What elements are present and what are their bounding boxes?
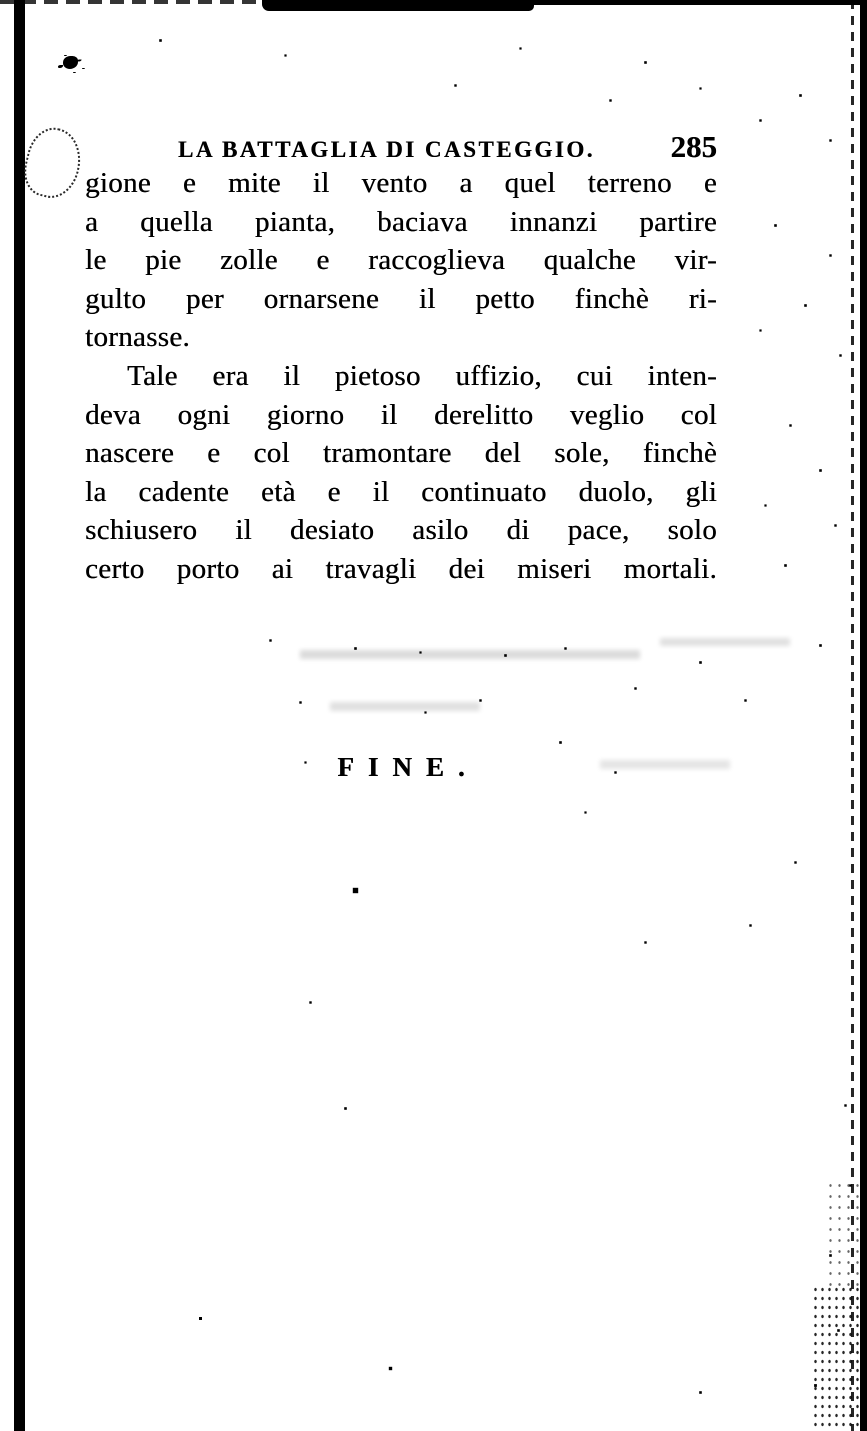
bottom-right-noise	[812, 1285, 860, 1431]
text-line: Tale era il pietoso uffizio, cui inten-	[127, 359, 717, 392]
text-line: a quella pianta, baciava innanzi partire	[85, 205, 717, 238]
showthrough-smudge	[300, 650, 640, 659]
text-line: le pie zolle e raccoglieva qualche vir-	[85, 244, 717, 277]
page-number: 285	[670, 129, 717, 164]
showthrough-smudge	[660, 638, 790, 646]
scan-top-edge-line	[520, 0, 867, 5]
text-line: gione e mite il vento a quel terreno e	[85, 167, 717, 199]
text-line: tornasse.	[85, 321, 190, 354]
ink-blob	[63, 56, 78, 69]
running-header-title: LA BATTAGLIA DI CASTEGGIO.	[178, 137, 595, 162]
text-line: deva ogni giorno il derelitto veglio col	[85, 398, 717, 431]
scan-top-edge-dark-band	[262, 0, 534, 11]
running-header	[85, 129, 717, 165]
oval-stain-mark	[18, 123, 87, 204]
noise-speckles	[0, 0, 1, 1]
text-line: gulto per ornarsene il petto finchè ri-	[85, 282, 717, 315]
scan-left-edge-bar	[14, 0, 25, 1431]
text-line: nascere e col tramontare del sole, finchè	[85, 437, 717, 470]
body-text	[85, 164, 717, 589]
text-line: la cadente età e il continuato duolo, gli	[85, 475, 717, 508]
end-marker-fine: FINE.	[337, 752, 479, 782]
showthrough-smudge	[330, 702, 480, 711]
bottom-right-noise	[826, 1180, 860, 1290]
text-line: schiusero il desiato asilo di pace, solo	[85, 514, 717, 547]
scan-right-edge-bar	[860, 0, 867, 1431]
text-line: certo porto ai travagli dei miseri mortali.	[85, 552, 717, 585]
